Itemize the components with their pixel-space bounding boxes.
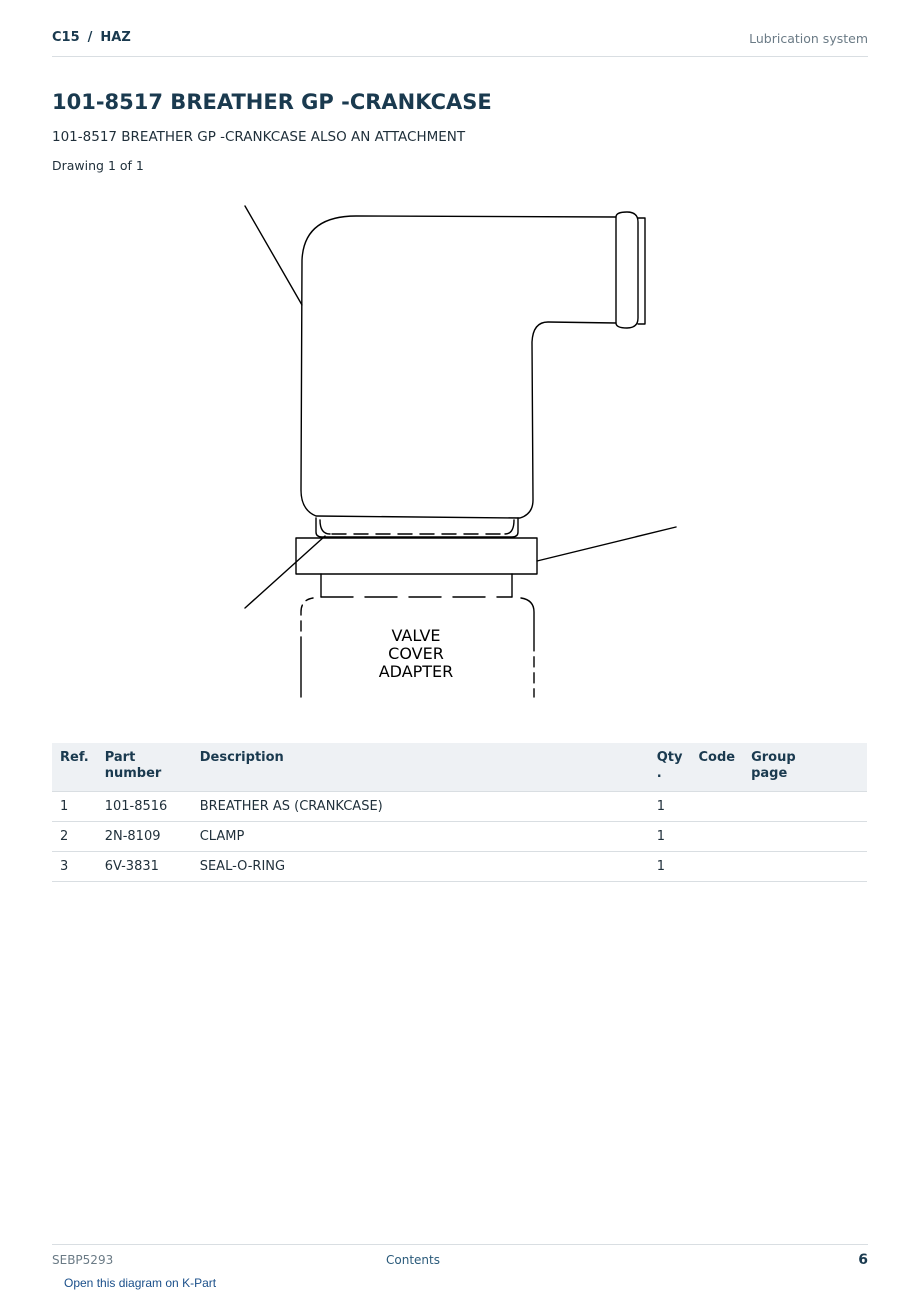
header-qty (649, 743, 691, 792)
row-ref: 2 (52, 822, 97, 852)
row-code (690, 822, 743, 852)
header-code: Code (690, 743, 743, 792)
table-row (52, 852, 867, 882)
leader-line-1 (245, 206, 302, 305)
page-subtitle: 101-8517 BREATHER GP -CRANKCASE ALSO AN ATTACHMENT (52, 129, 466, 145)
row-part-number: 2N-8109 (97, 822, 192, 852)
page-title: 101-8517 BREATHER GP -CRANKCASE (52, 90, 492, 114)
header-qty-line1: Qty (656, 750, 683, 765)
diagram-label-valve: VALVE (391, 626, 441, 645)
diagram-label-cover: COVER (388, 644, 444, 663)
row-code (690, 792, 743, 822)
drawing-count: Drawing 1 of 1 (52, 158, 144, 173)
parts-table (52, 743, 867, 882)
page-number: 6 (858, 1252, 868, 1268)
clamp-band (296, 538, 537, 574)
breadcrumb-separator: / (87, 30, 93, 45)
leader-line-3 (245, 536, 325, 608)
open-kpart-link[interactable]: Open this diagram on K-Part (64, 1276, 217, 1290)
row-part-number: 6V-3831 (97, 852, 192, 882)
header-qty-line2: . (656, 766, 662, 781)
row-group-page (743, 792, 867, 822)
leader-line-2 (537, 527, 676, 561)
breadcrumb-model: C15 (52, 30, 80, 45)
row-code (690, 852, 743, 882)
row-ref: 3 (52, 852, 97, 882)
row-part-number: 101-8516 (97, 792, 192, 822)
header-part-number: Part number (97, 743, 192, 792)
header-group-line2: page (751, 766, 788, 781)
outlet-end (638, 218, 645, 324)
row-description: SEAL-O-RING (192, 852, 649, 882)
row-qty: 1 (649, 822, 691, 852)
table-header-row (52, 743, 867, 792)
header-ref: Ref. (52, 743, 97, 792)
outlet-bead (616, 212, 638, 328)
row-description: BREATHER AS (CRANKCASE) (192, 792, 649, 822)
row-qty: 1 (649, 792, 691, 822)
row-group-page (743, 822, 867, 852)
breadcrumb-serial: HAZ (100, 30, 131, 45)
diagram-label-adapter: ADAPTER (378, 662, 454, 681)
header-group-page (743, 743, 867, 792)
document-id: SEBP5293 (52, 1253, 114, 1267)
section-name: Lubrication system (749, 31, 868, 46)
table-row (52, 792, 867, 822)
row-description: CLAMP (192, 822, 649, 852)
footer-divider (52, 1244, 868, 1245)
breather-neck-inner (320, 520, 514, 534)
breather-body-outline (301, 216, 616, 518)
contents-link[interactable]: Contents (386, 1253, 440, 1267)
row-qty: 1 (649, 852, 691, 882)
row-ref: 1 (52, 792, 97, 822)
adapter-stub (321, 574, 512, 597)
header-description: Description (192, 743, 649, 792)
row-group-page (743, 852, 867, 882)
table-row (52, 822, 867, 852)
header-group-line1: Group (751, 750, 796, 765)
